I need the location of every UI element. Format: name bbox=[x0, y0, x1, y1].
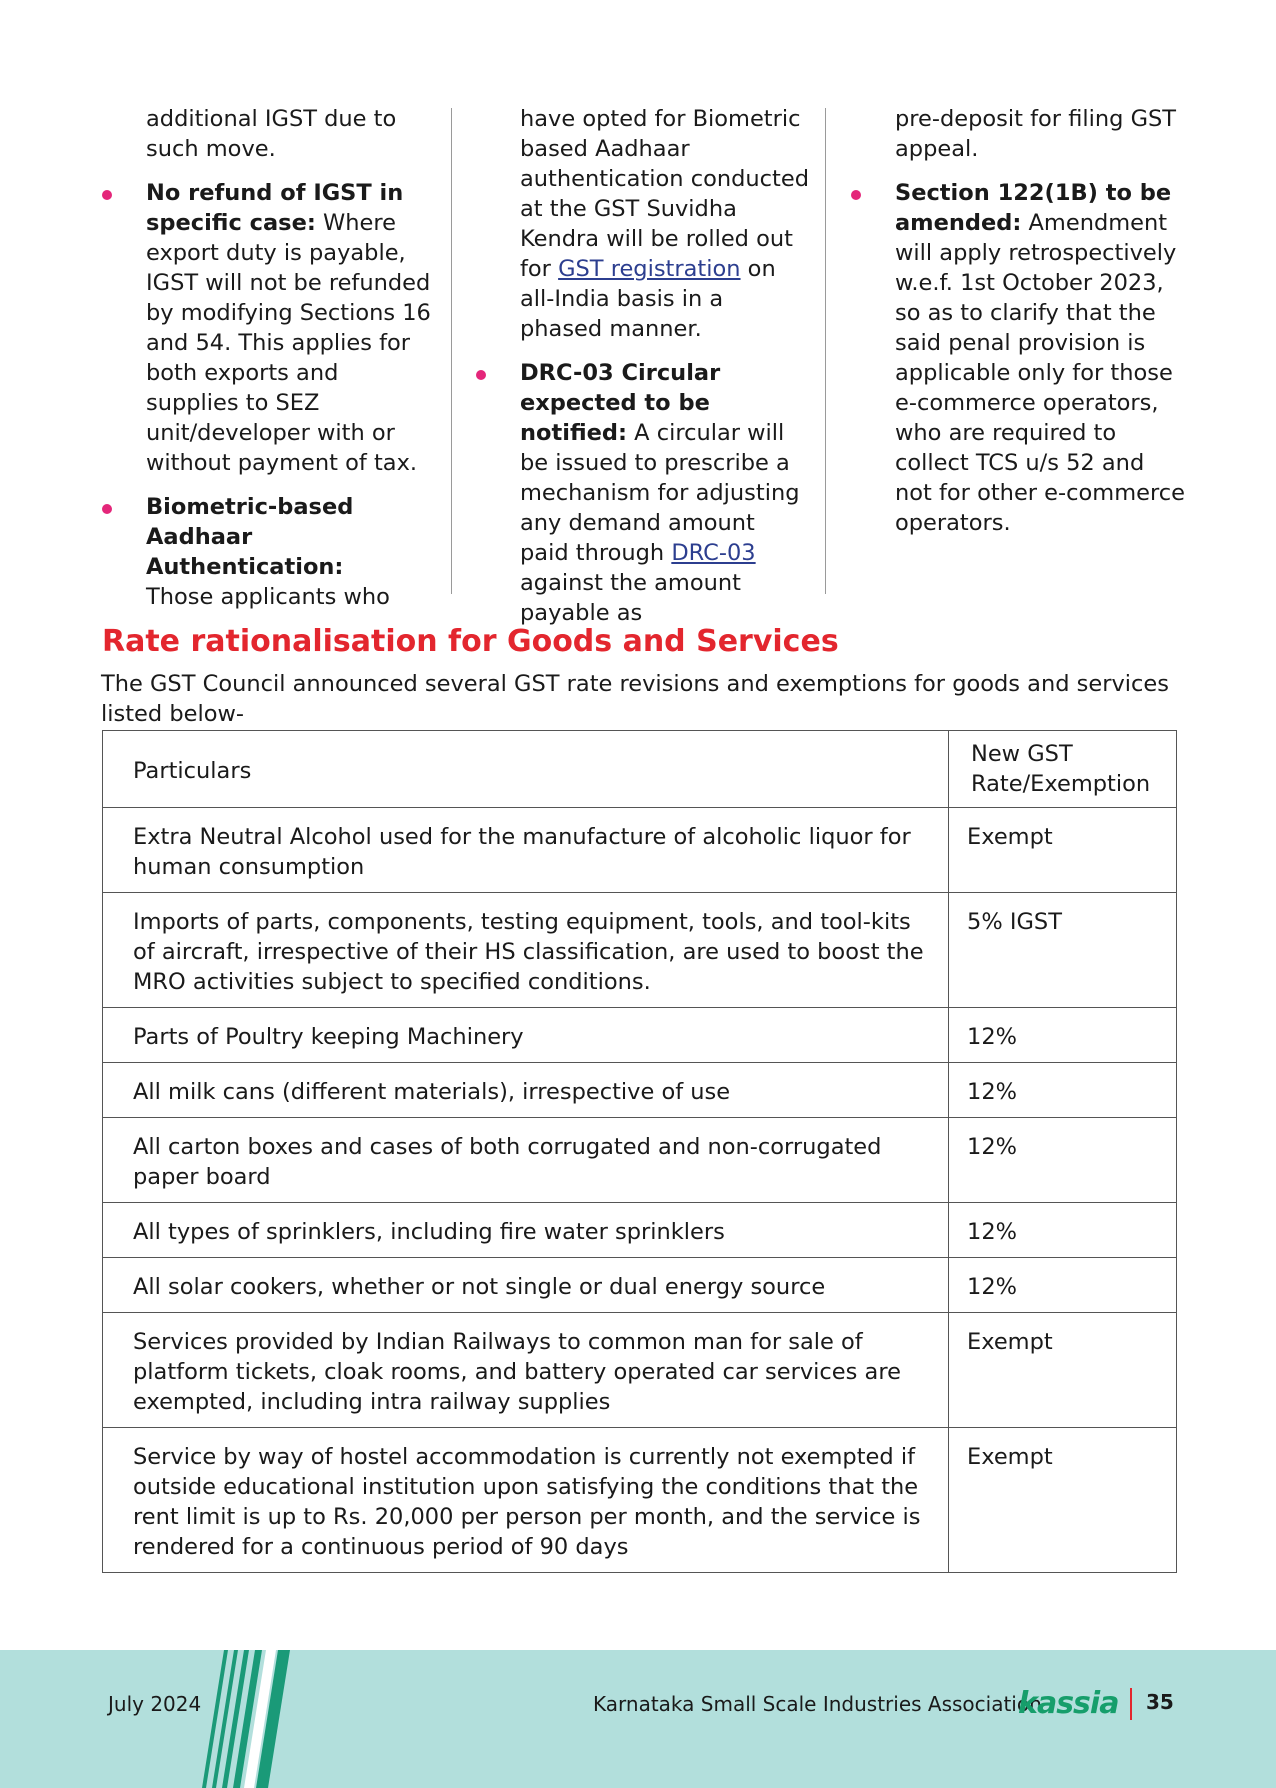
continuation-text: pre-deposit for filing GST appeal. bbox=[895, 106, 1177, 162]
gst-registration-link[interactable]: GST registration bbox=[558, 256, 741, 282]
column-header-rate: New GST Rate/Exemption bbox=[949, 731, 1177, 808]
table-row bbox=[103, 1008, 1177, 1063]
page-number: 35 bbox=[1146, 1690, 1174, 1714]
table-row bbox=[103, 1428, 1177, 1573]
rate-cell: 12% bbox=[949, 1258, 1177, 1313]
table-row bbox=[103, 1313, 1177, 1428]
table-row bbox=[103, 808, 1177, 893]
bullet-text: Those applicants who bbox=[146, 584, 390, 610]
bullet-item-drc03 bbox=[520, 358, 810, 628]
column-3 bbox=[895, 104, 1185, 538]
three-column-text bbox=[0, 104, 1276, 626]
rate-cell: 12% bbox=[949, 1203, 1177, 1258]
bullet-title: Section 122(1B) to be amended: bbox=[895, 180, 1172, 236]
table-row bbox=[103, 1118, 1177, 1203]
section-heading: Rate rationalisation for Goods and Services bbox=[102, 624, 839, 659]
table-row bbox=[103, 1203, 1177, 1258]
column-divider bbox=[825, 108, 826, 594]
footer-organization: Karnataka Small Scale Industries Association bbox=[593, 1692, 1042, 1716]
table-row bbox=[103, 1258, 1177, 1313]
bullet-title: DRC-03 Circular expected to be notified: bbox=[520, 360, 721, 446]
bullet-dot-icon bbox=[102, 190, 112, 200]
particulars-cell: Services provided by Indian Railways to common man for sale of platform tickets, cloak rooms, and battery operated car services are exempted, including intra railway supplies bbox=[103, 1313, 949, 1428]
rate-cell: 12% bbox=[949, 1008, 1177, 1063]
table-row bbox=[103, 1063, 1177, 1118]
rate-cell: 12% bbox=[949, 1118, 1177, 1203]
continuation-text bbox=[520, 104, 810, 344]
particulars-cell: Imports of parts, components, testing equipment, tools, and tool-kits of aircraft, irrespective of their HS classification, are used to boost the MRO activities subject to specified conditions. bbox=[103, 893, 949, 1008]
column-header-particulars: Particulars bbox=[103, 731, 949, 808]
bullet-text: Where export duty is payable, IGST will not be refunded by modifying Sections 16 and 54. This applies for both exports and supplies to SEZ unit/developer with or without payment of tax. bbox=[146, 210, 431, 476]
kassia-logo: kassia bbox=[1018, 1686, 1119, 1721]
rate-cell: Exempt bbox=[949, 1313, 1177, 1428]
column-1 bbox=[146, 104, 436, 612]
particulars-cell: All milk cans (different materials), irrespective of use bbox=[103, 1063, 949, 1118]
particulars-cell: Extra Neutral Alcohol used for the manufacture of alcoholic liquor for human consumption bbox=[103, 808, 949, 893]
rate-cell: 5% IGST bbox=[949, 893, 1177, 1008]
bullet-dot-icon bbox=[476, 370, 486, 380]
bullet-dot-icon bbox=[102, 504, 112, 514]
column-divider bbox=[451, 108, 452, 594]
bullet-item-section-122 bbox=[895, 178, 1185, 538]
gst-rate-table bbox=[102, 730, 1177, 1573]
page-footer bbox=[0, 1650, 1276, 1788]
text-segment: have opted for Biometric based Aadhaar authentication conducted at the GST Suvidha Kendra will be rolled out for bbox=[520, 106, 809, 282]
text-segment: on all-India basis in a phased manner. bbox=[520, 256, 776, 342]
bullet-item-biometric bbox=[146, 492, 436, 612]
particulars-cell: Service by way of hostel accommodation is currently not exempted if outside educational institution upon satisfying the conditions that the rent limit is up to Rs. 20,000 per person per month, and the service is rendered for a continuous period of 90 days bbox=[103, 1428, 949, 1573]
bullet-title: Biometric-based Aadhaar Authentication: bbox=[146, 494, 354, 580]
table-row bbox=[103, 893, 1177, 1008]
column-2 bbox=[520, 104, 810, 628]
table-header-row bbox=[103, 731, 1177, 808]
section-intro: The GST Council announced several GST rate revisions and exemptions for goods and services listed below- bbox=[101, 671, 1169, 727]
bullet-text: against the amount payable as bbox=[520, 570, 741, 626]
rate-cell: Exempt bbox=[949, 808, 1177, 893]
rate-cell: Exempt bbox=[949, 1428, 1177, 1573]
decorative-stripes-icon bbox=[200, 1650, 340, 1788]
continuation-text: additional IGST due to such move. bbox=[146, 106, 397, 162]
particulars-cell: Parts of Poultry keeping Machinery bbox=[103, 1008, 949, 1063]
bullet-dot-icon bbox=[851, 190, 861, 200]
drc03-link[interactable]: DRC-03 bbox=[671, 540, 756, 566]
bullet-text: A circular will be issued to prescribe a mechanism for adjusting any demand amount paid through bbox=[520, 420, 800, 566]
particulars-cell: All solar cookers, whether or not single or dual energy source bbox=[103, 1258, 949, 1313]
bullet-title: No refund of IGST in specific case: bbox=[146, 180, 404, 236]
bullet-text: Amendment will apply retrospectively w.e.f. 1st October 2023, so as to clarify that the said penal provision is applicable only for those e-commerce operators, who are required to collect TCS u/s 52 and not for other e-commerce operators. bbox=[895, 210, 1185, 536]
particulars-cell: All carton boxes and cases of both corrugated and non-corrugated paper board bbox=[103, 1118, 949, 1203]
footer-divider bbox=[1130, 1688, 1132, 1720]
bullet-item-igst-refund bbox=[146, 178, 436, 478]
rate-cell: 12% bbox=[949, 1063, 1177, 1118]
footer-date: July 2024 bbox=[108, 1692, 202, 1716]
particulars-cell: All types of sprinklers, including fire water sprinklers bbox=[103, 1203, 949, 1258]
